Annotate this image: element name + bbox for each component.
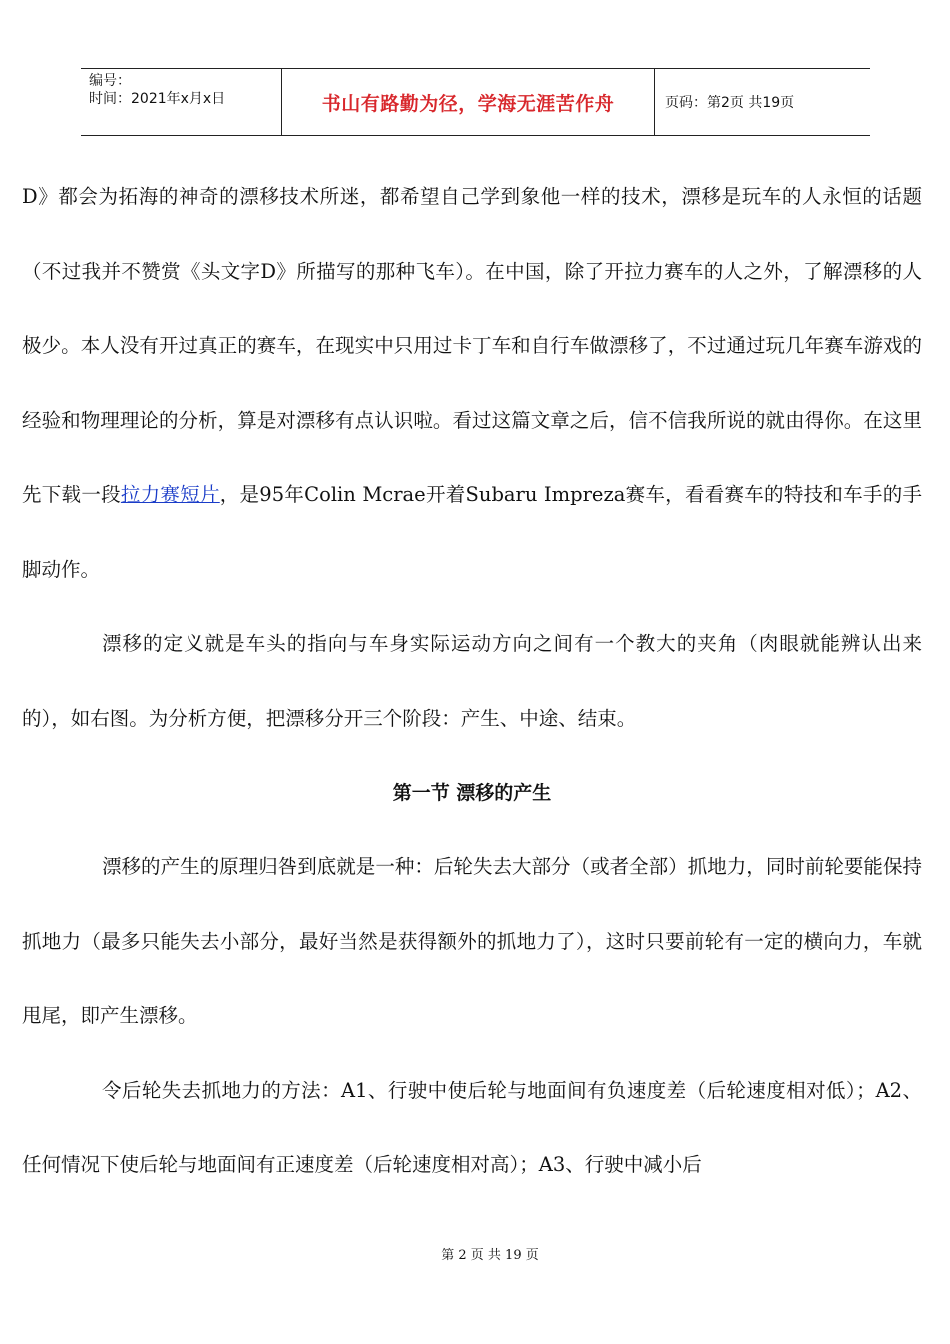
serial-label: 编号： xyxy=(89,73,131,89)
document-body xyxy=(22,160,922,1203)
page-footer: 第 2 页 共 19 页 xyxy=(441,1248,539,1263)
rally-video-link[interactable]: 拉力赛短片 xyxy=(120,483,220,506)
paragraph-principle: 漂移的产生的原理归咎到底就是一种：后轮失去大部分（或者全部）抓地力，同时前轮要能保持抓地力（最多只能失去小部分，最好当然是获得额外的抓地力了），这时只要前轮有一定的横向力，车就甩尾，即产生漂移。 xyxy=(22,855,922,1027)
page-info: 页码：第2页 共19页 xyxy=(665,95,795,111)
motto-text: 书山有路勤为径，学海无涯苦作舟 xyxy=(321,92,615,115)
header-page-cell xyxy=(655,69,870,135)
section-title: 第一节 漂移的产生 xyxy=(392,782,552,804)
header-motto-cell xyxy=(282,69,655,135)
paragraph-intro-text-a: D》都会为拓海的神奇的漂移技术所迷，都希望自己学到象他一样的技术，漂移是玩车的人永恒的话题（不过我并不赞赏《头文字D》所描写的那种飞车）。在中国，除了开拉力赛车的人之外，了解漂移的人极少。本人没有开过真正的赛车，在现实中只用过卡丁车和自行车做漂移了，不过通过玩几年赛车游戏的经验和物理理论的分析，算是对漂移有点认识啦。看过这篇文章之后，信不信我所说的就由得你。在这里先下载一段 xyxy=(22,185,922,506)
paragraph-methods: 令后轮失去抓地力的方法：A1、行驶中使后轮与地面间有负速度差（后轮速度相对低）；A2、任何情况下使后轮与地面间有正速度差（后轮速度相对高）；A3、行驶中减小后 xyxy=(22,1078,922,1176)
paragraph-definition: 漂移的定义就是车头的指向与车身实际运动方向之间有一个教大的夹角（肉眼就能辨认出来的），如右图。为分析方便，把漂移分开三个阶段：产生、中途、结束。 xyxy=(22,632,922,730)
date-label: 时间：2021年x月x日 xyxy=(89,91,226,107)
paragraph-intro-text-b: ，是95年Colin Mcrae开着Subaru Impreza赛车，看看赛车的特技和车手的手脚动作。 xyxy=(22,483,922,581)
header-meta-cell xyxy=(81,69,282,135)
paragraph-intro xyxy=(22,160,922,607)
header-table xyxy=(81,68,870,136)
